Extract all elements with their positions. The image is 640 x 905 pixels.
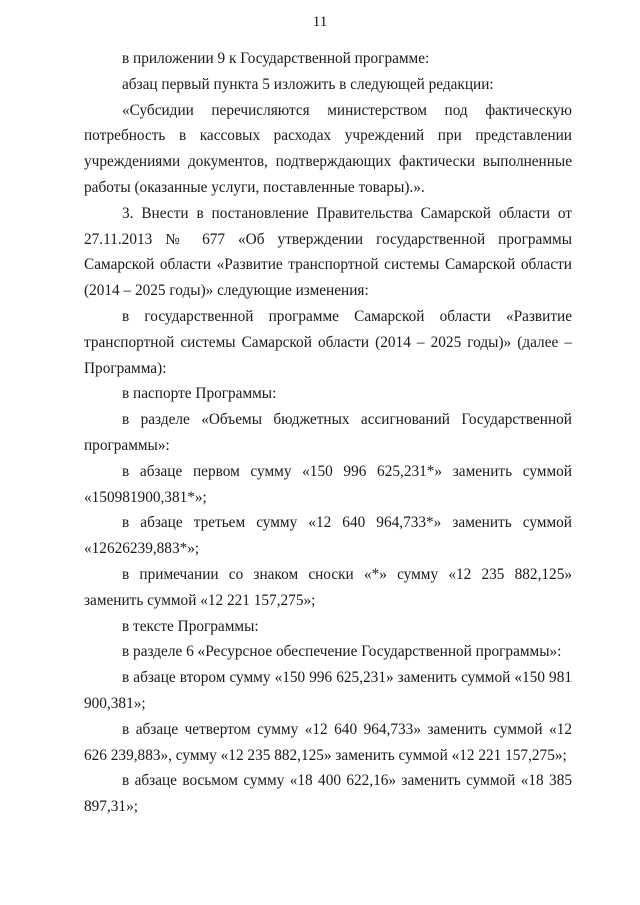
- paragraph-fourth-abzac: в абзаце четвертом сумму «12 640 964,733» заменить суммой «12 626 239,883», сумму «12 235 882,125» заменить суммой «12 221 157,275»;: [84, 720, 572, 764]
- paragraph-section-6: в разделе 6 «Ресурсное обеспечение Государственной программы»:: [122, 643, 562, 661]
- document-body: [84, 46, 572, 820]
- paragraph-budget-section: в разделе «Объемы бюджетных ассигнований Государственной программы»:: [84, 411, 572, 454]
- paragraph-passport: в паспорте Программы:: [122, 385, 277, 403]
- paragraph-appendix-9: в приложении 9 к Государственной программе:: [122, 50, 430, 67]
- paragraph-program-text: в тексте Программы:: [122, 617, 259, 635]
- paragraph-program-definition: в государственной программе Самарской области «Развитие транспортной системы Самарской области (2014 – 2025 годы)» (далее – Программа):: [84, 307, 572, 377]
- paragraph-item-5-intro: абзац первый пункта 5 изложить в следующей редакции:: [122, 75, 494, 93]
- paragraph-subsidies-quote: «Субсидии перечисляются министерством под фактическую потребность в кассовых расходах учреждений при представлении учреждениями документов, подтверждающих фактически выполненные работы (оказанные услуги, поставленные товары).».: [84, 101, 572, 196]
- paragraph-first-abzac: в абзаце первом сумму «150 996 625,231*» заменить суммой «150981900,381*»;: [84, 462, 572, 506]
- paragraph-eighth-abzac: в абзаце восьмом сумму «18 400 622,16» заменить суммой «18 385 897,31»;: [84, 772, 572, 816]
- paragraph-third-abzac: в абзаце третьем сумму «12 640 964,733*» заменить суммой «12626239,883*»;: [84, 514, 572, 558]
- page-number: 11: [312, 14, 328, 30]
- paragraph-clause-3: 3. Внести в постановление Правительства Самарской области от 27.11.2013 № 677 «Об утверждении государственной программы Самарской области «Развитие транспортной системы Самарской области (2014 – 2025 годы)» следующие изменения:: [84, 204, 572, 300]
- paragraph-footnote: в примечании со знаком сноски «*» сумму «12 235 882,125» заменить суммой «12 221 157,275»;: [84, 565, 572, 609]
- paragraph-second-abzac: в абзаце втором сумму «150 996 625,231» заменить суммой «150 981 900,381»;: [84, 669, 572, 712]
